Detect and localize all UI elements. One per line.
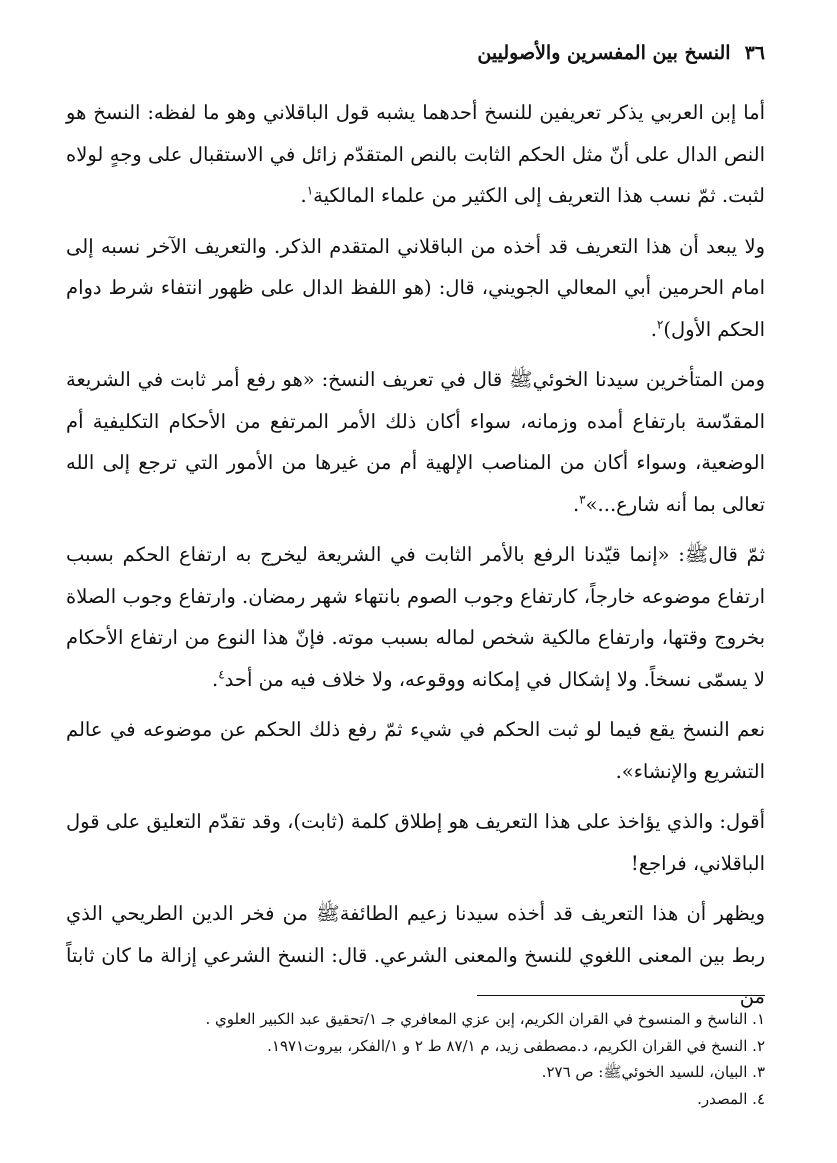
- paragraph-3-tail: .: [572, 492, 580, 516]
- paragraph-2-text: ولا يبعد أن هذا التعريف قد أخذه من الباقلاني المتقدم الذكر. والتعريف الآخر نسبه إلى امام الحرمين أبي المعالي الجويني، قال: (هو اللفظ الدال على ظهور انتفاء شرط دوام الحكم الأول): [66, 234, 765, 341]
- paragraph-1-tail: .: [300, 184, 307, 207]
- footnote-marker-1: ١: [306, 183, 314, 198]
- main-text: [66, 92, 765, 1027]
- paragraph-2: [66, 226, 765, 351]
- paragraph-1: [66, 92, 765, 217]
- book-page: [66, 0, 765, 1163]
- footnote-3: ٣. البيان، للسيد الخوئيﷺ: ص ٢٧٦.: [541, 1063, 765, 1081]
- footnotes: [66, 1006, 765, 1112]
- page-number: ٣٦: [744, 42, 765, 64]
- paragraph-4: [66, 534, 765, 700]
- paragraph-3: [66, 359, 765, 525]
- paragraph-7: [66, 893, 765, 1018]
- footnote-1: ١. الناسخ و المنسوخ في القران الكريم، إبن عزي المعافري جـ ١/تحقيق عبد الكبير العلوي .: [205, 1010, 765, 1028]
- paragraph-1-text: أما إبن العربي يذكر تعريفين للنسخ أحدهما يشبه قول الباقلاني وهو ما لفظه: النسخ هو النص الدال على أنّ مثل الحكم الثابت بالنص المتقدّم زائل في الاستقبال على وجهٍ لولاه لثبت. ثمّ نسب هذا التعريف إلى الكثير من علماء المالكية: [66, 101, 765, 207]
- paragraph-3-text: ومن المتأخرين سيدنا الخوئيﷺ قال في تعريف النسخ: «هو رفع أمر ثابت في الشريعة المقدّسة بارتفاع أمده وزمانه، سواء أكان ذلك الأمر المرتفع من الأحكام التكليفية أم الوضعية، وسواء أكان من المناصب الإلهية أم من غيرها من الأمور التي ترجع إلى الله تعالى بما أنه شارع...»: [66, 368, 765, 516]
- paragraph-5-text: نعم النسخ يقع فيما لو ثبت الحكم في شيء ثمّ رفع ذلك الحكم عن موضوعه في عالم التشريع والإنشاء».: [66, 718, 765, 783]
- paragraph-6: [66, 801, 765, 884]
- paragraph-4-tail: .: [212, 667, 219, 691]
- footnote-marker-3: ٣: [579, 492, 586, 506]
- paragraph-4-text: ثمّ قالﷺ: «إنما قيّدنا الرفع بالأمر الثابت في الشريعة ليخرج به ارتفاع الحكم بسبب ارتفاع موضوعه خارجاً، كارتفاع وجوب الصوم بانتهاء شهر رمضان. وارتفاع وجوب الصلاة بخروج وقتها، وارتفاع مالكية شخص لماله بسبب موته. فإنّ هذا النوع من ارتفاع الأحكام لا يسمّى نسخاً. ولا إشكال في إمكانه ووقوعه، ولا خلاف فيه من أحد: [66, 543, 765, 691]
- paragraph-6-text: أقول: والذي يؤاخذ على هذا التعريف هو إطلاق كلمة (ثابت)، وقد تقدّم التعليق على قول الباقلاني، فراجع!: [66, 810, 765, 875]
- paragraph-5: [66, 709, 765, 792]
- footnote-marker-2: ٢: [656, 317, 664, 331]
- footnote-4: ٤. المصدر.: [697, 1089, 765, 1108]
- paragraph-7-text: ويظهر أن هذا التعريف قد أخذه سيدنا زعيم الطائفةﷺ من فخر الدين الطريحي الذي ربط بين المعنى اللغوي للنسخ والمعنى الشرعي. قال: النسخ الشرعي إزالة ما كان ثابتاً من: [66, 902, 765, 1008]
- footnote-separator: [477, 995, 765, 996]
- footnote-marker-4: ٤: [218, 667, 225, 681]
- page-header: [66, 36, 765, 70]
- running-title: النسخ بين المفسرين والأصوليين: [477, 42, 731, 64]
- paragraph-2-tail: .: [650, 317, 657, 341]
- footnote-2: ٢. النسخ في القران الكريم، د.مصطفى زيد، م ٨٧/١ ط ٢ و ١/الفكر، بيروت١٩٧١.: [267, 1036, 765, 1055]
